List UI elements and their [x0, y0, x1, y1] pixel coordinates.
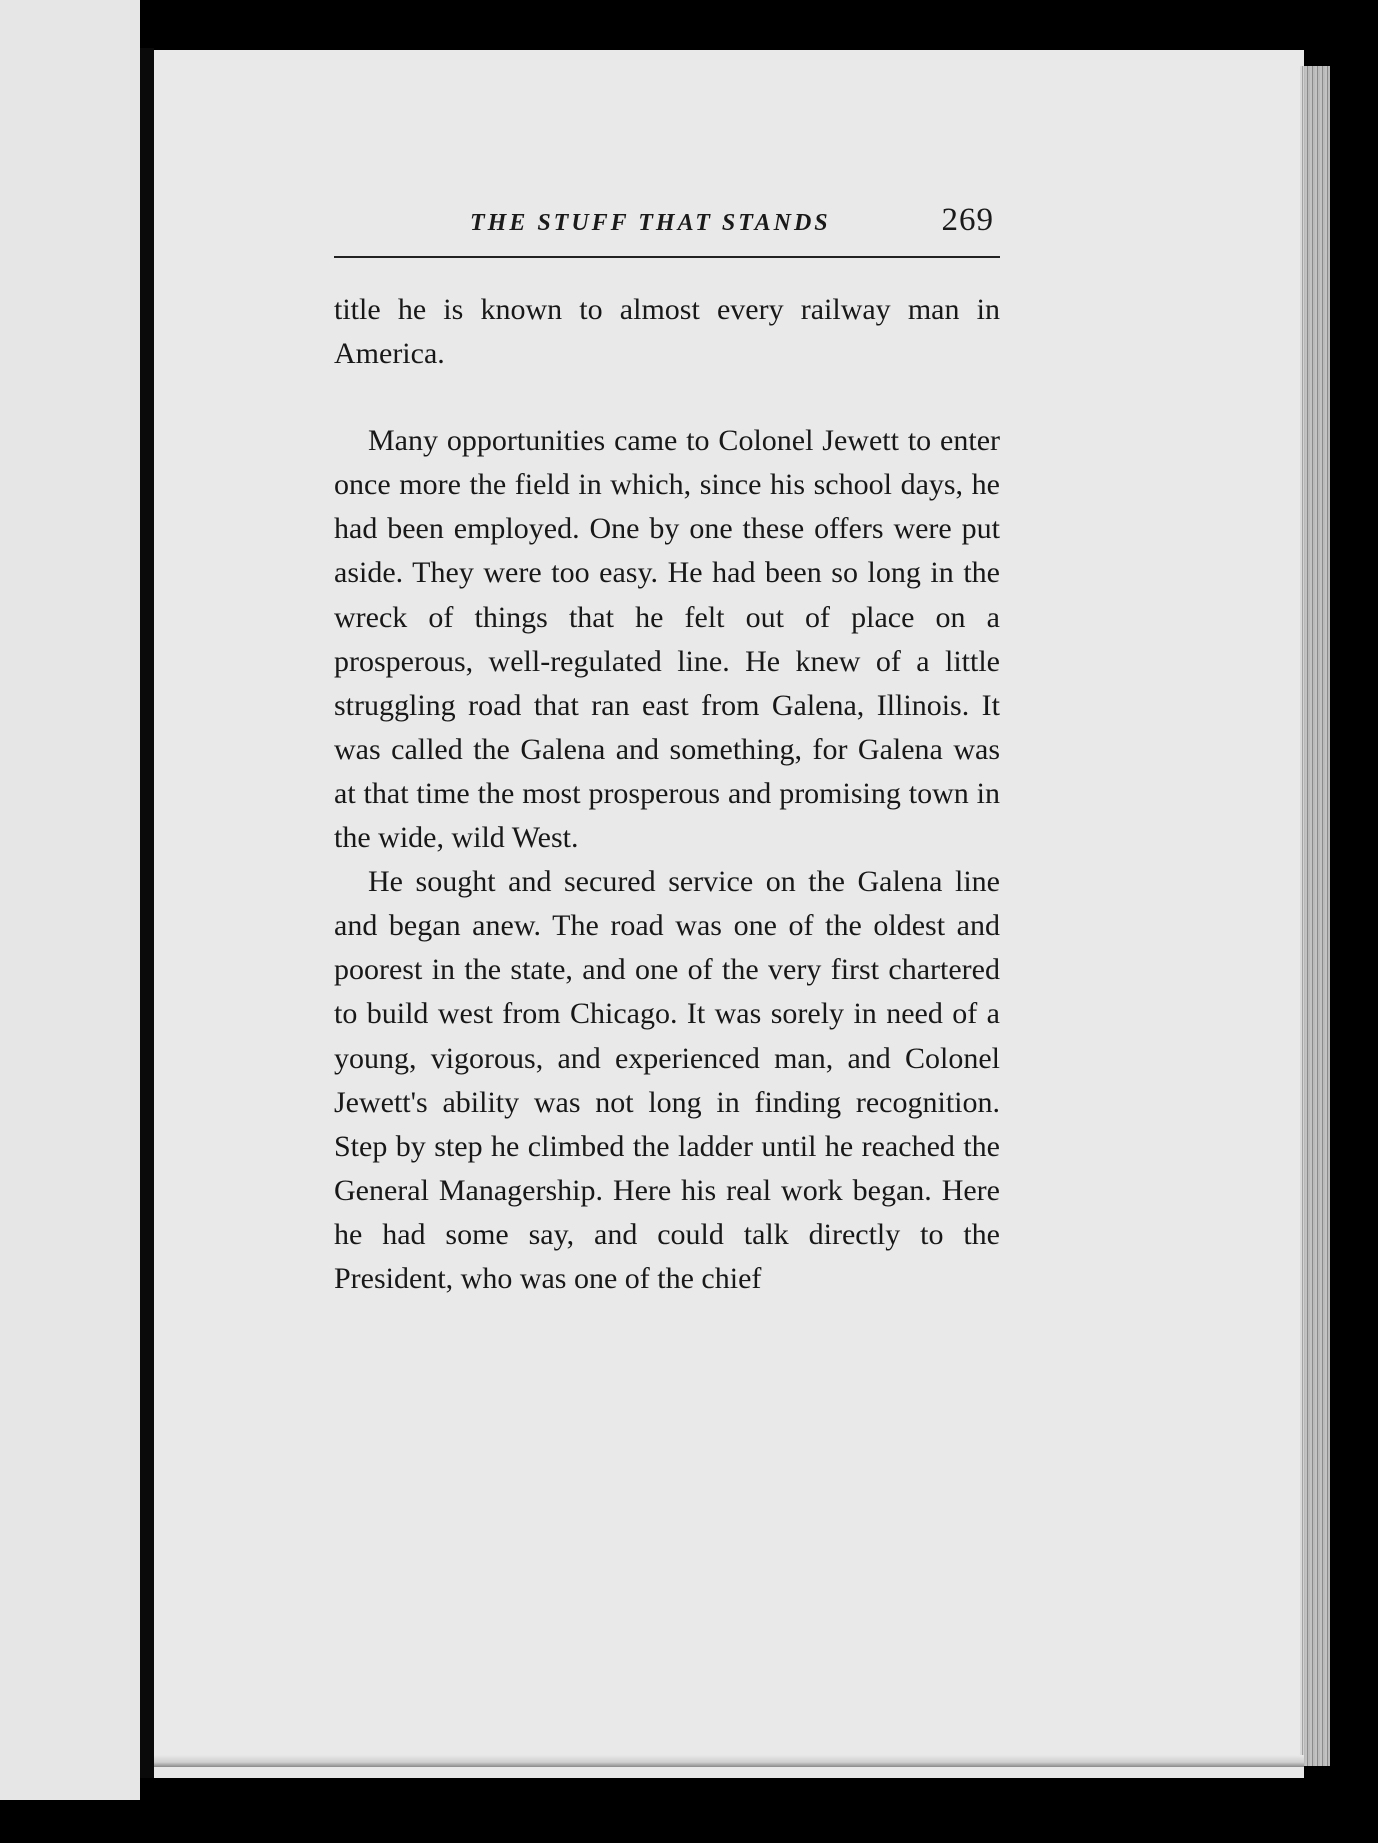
- paragraph-2: Many opportunities came to Colonel Jewett to enter once more the field in which, since his school days, he had been employed. One by one these offers were put aside. They were too easy. He had been so long in the wreck of things that he felt out of place on a prosperous, well-regulated line. He knew of a little struggling road that ran east from Galena, Illinois. It was called the Galena and something, for Galena was at that time the most prosperous and promising town in the wide, wild West.: [334, 424, 1000, 855]
- page-number: 269: [941, 202, 994, 238]
- running-header: [334, 200, 1000, 258]
- page-bottom-edge: [154, 1755, 1304, 1767]
- page-stack-edge: [1300, 66, 1330, 1766]
- paragraph-3: He sought and secured service on the Galena line and began anew. The road was one of the oldest and poorest in the state, and one of the very first chartered to build west from Chicago. It was sorely in need of a young, vigorous, and experienced man, and Colonel Jewett's ability was not long in finding recognition. Step by step he climbed the ladder until he reached the General Managership. Here his real work began. Here he had some say, and could talk directly to the President, who was one of the chief: [334, 865, 1000, 1295]
- facing-page-edge: [0, 0, 140, 1800]
- page-body: [334, 288, 1000, 1301]
- gutter-shadow: [140, 48, 154, 1778]
- running-title: THE STUFF THAT STANDS: [470, 210, 831, 236]
- paragraph-1: title he is known to almost every railway man in America.: [334, 293, 1000, 371]
